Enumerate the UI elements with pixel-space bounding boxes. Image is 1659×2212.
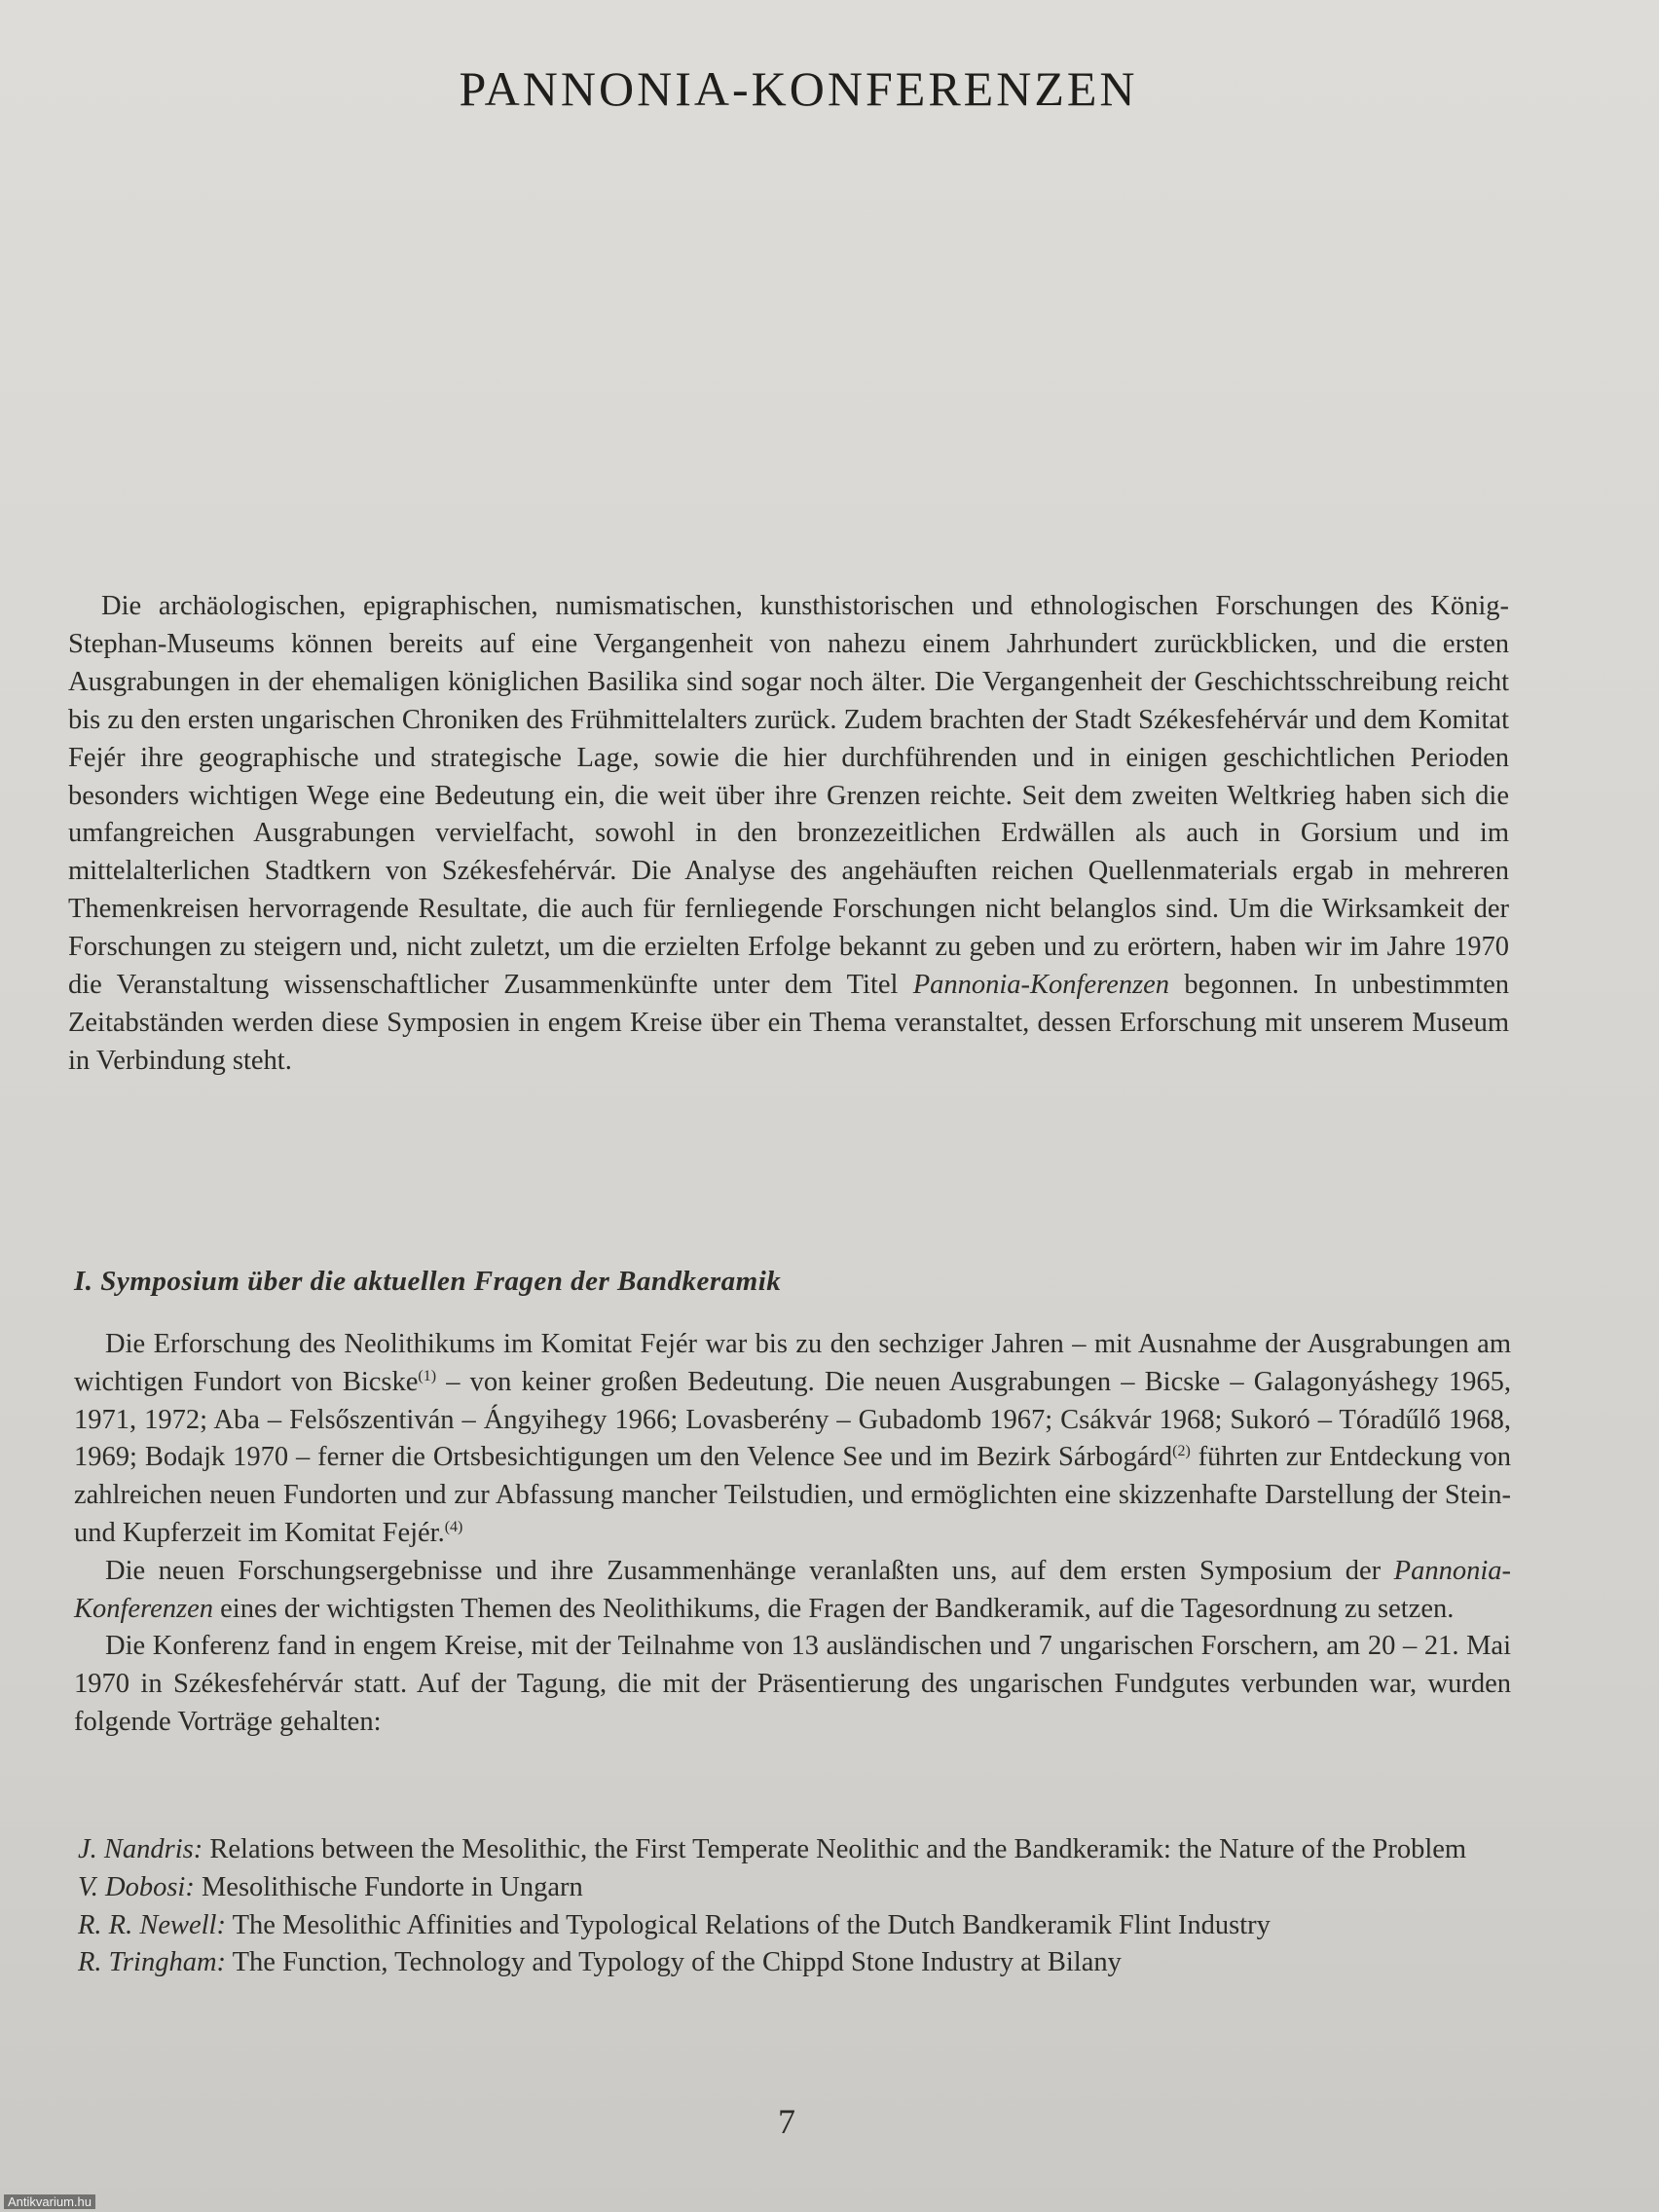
list-item [78, 1944, 1509, 1982]
para2-emphasis: Pannonia-Konferenzen [74, 1555, 1511, 1624]
section-paragraph-1 [74, 1326, 1511, 1553]
footnote-ref-1: (1) [418, 1367, 437, 1384]
talk-title: Mesolithische Fundorte in Ungarn [194, 1871, 583, 1902]
para2-text-1: Die neuen Forschungsergebnisse und ihre Zusammenhänge veranlaßten uns, auf dem ersten Symposium der [105, 1555, 1394, 1586]
para2-text-2: eines der wichtigsten Themen des Neolithikums, die Fragen der Bandkeramik, auf die Tagesordnung zu setzen. [213, 1593, 1455, 1624]
talk-title: Relations between the Mesolithic, the First Temperate Neolithic and the Bandkeramik: the Nature of the Problem [203, 1834, 1467, 1864]
talk-author: J. Nandris: [78, 1834, 203, 1864]
list-item [78, 1869, 1509, 1907]
list-item [78, 1831, 1509, 1869]
talk-author: V. Dobosi: [78, 1871, 195, 1902]
intro-text-1: Die archäologischen, epigraphischen, numismatischen, kunsthistorischen und ethnologischen Forschungen des König-Stephan-Museums können bereits auf eine Vergangenheit von nahezu einem Jahrhundert zurückblicken, und die ersten Ausgrabungen in der ehemaligen königlichen Basilika sind sogar noch älter. Die Vergangenheit der Geschichtsschreibung reicht bis zu den ersten ungarischen Chroniken des Frühmittelalters zurück. Zudem brachten der Stadt Székesfehérvár und dem Komitat Fejér ihre geographische und strategische Lage, sowie die hier durchführenden und in einigen geschichtlichen Perioden besonders wichtigen Wege eine Bedeutung ein, die weit über ihre Grenzen reichte. Seit dem zweiten Weltkrieg haben sich die umfangreichen Ausgrabungen vervielfacht, sowohl in den bronzezeitlichen Erdwällen als auch in Gorsium und im mittelalterlichen Stadtkern von Székesfehérvár. Die Analyse des angehäuften reichen Quellenmaterials ergab in mehreren Themenkreisen hervorragende Resultate, die auch für fernliegende Forschungen nicht belanglos sind. Um die Wirksamkeit der Forschungen zu steigern und, nicht zuletzt, um die erzielten Erfolge bekannt zu geben und zu erörtern, haben wir im Jahre 1970 die Veranstaltung wissenschaftlicher Zusammenkünfte unter dem Titel [68, 591, 1509, 1001]
section-heading: I. Symposium über die aktuellen Fragen der Bandkeramik [74, 1266, 782, 1297]
para1-text-1: Die Erforschung des Neolithikums im Komitat Fejér war bis zu den sechziger Jahren – mit Ausnahme der Ausgrabungen am wichtigen Fundort von Bicske [74, 1329, 1511, 1397]
watermark: Antikvarium.hu [4, 2194, 95, 2209]
footnote-ref-4: (4) [444, 1518, 463, 1535]
para1-text-3: führten zur Entdeckung von zahlreichen neuen Fundorten und zur Abfassung mancher Teilstudien, und ermöglichten eine skizzenhafte Darstellung der Stein- und Kupferzeit im Komitat Fejér. [74, 1442, 1511, 1548]
footnote-ref-2: (2) [1172, 1443, 1191, 1460]
section-body [74, 1326, 1511, 1742]
para1-text-2: – von keiner großen Bedeutung. Die neuen Ausgrabungen – Bicske – Galagonyáshegy 1965, 1971, 1972; Aba – Felsőszentiván – Ángyihegy 1966; Lovasberény – Gubadomb 1967; Csákvár 1968; Sukoró – Tóradűlő 1968, 1969; Bodajk 1970 – ferner die Ortsbesichtigungen um den Velence See und im Bezirk Sárbogárd [74, 1366, 1511, 1473]
list-item [78, 1907, 1509, 1945]
talk-list [78, 1831, 1509, 1982]
intro-text-2: begonnen. In unbestimmten Zeitabständen werden diese Symposien in engem Kreise über ein Thema veranstaltet, dessen Erforschung mit unserem Museum in Verbindung steht. [68, 970, 1509, 1076]
section-paragraph-3: Die Konferenz fand in engem Kreise, mit der Teilnahme von 13 ausländischen und 7 ungarischen Forschern, am 20 – 21. Mai 1970 in Székesfehérvár statt. Auf der Tagung, die mit der Präsentierung des ungarischen Fundgutes verbunden war, wurden folgende Vorträge gehalten: [74, 1631, 1511, 1737]
page-number: 7 [778, 2102, 795, 2141]
talk-title: The Function, Technology and Typology of the Chippd Stone Industry at Bilany [226, 1947, 1122, 1978]
section-paragraph-2 [74, 1553, 1511, 1629]
talk-author: R. Tringham: [78, 1947, 227, 1978]
page-title: PANNONIA-KONFERENZEN [459, 61, 1138, 116]
talk-author: R. R. Newell: [78, 1909, 226, 1940]
talk-title: The Mesolithic Affinities and Typological Relations of the Dutch Bandkeramik Flint Industry [225, 1909, 1271, 1940]
intro-paragraph [68, 588, 1509, 1081]
intro-emphasis: Pannonia-Konferenzen [912, 970, 1170, 1001]
